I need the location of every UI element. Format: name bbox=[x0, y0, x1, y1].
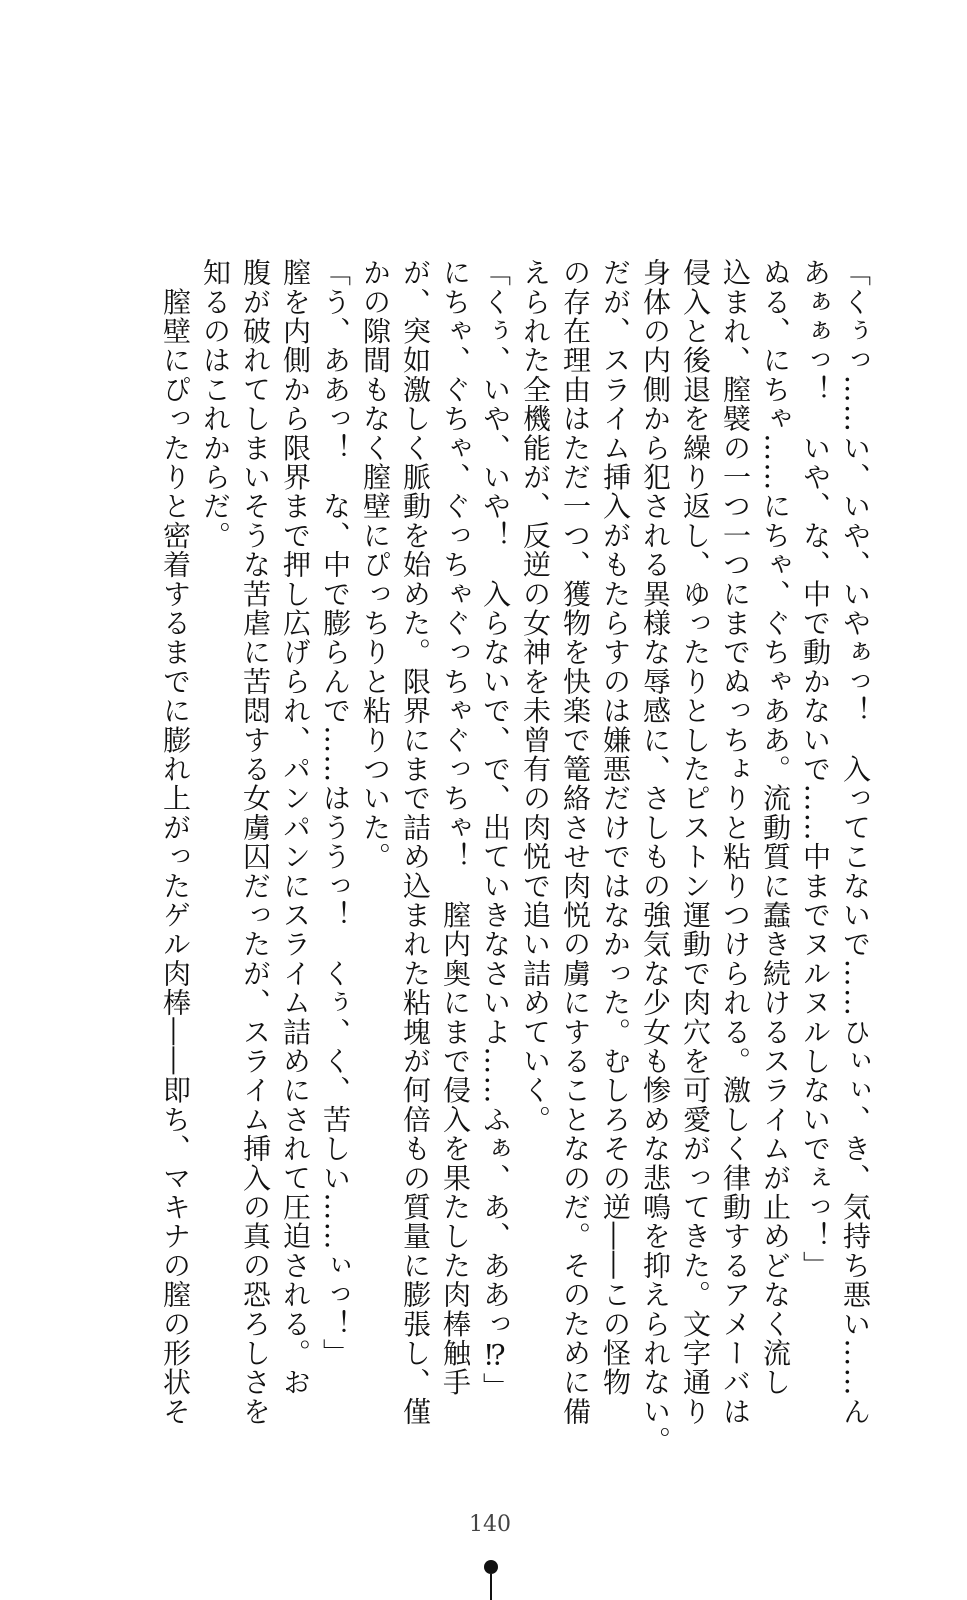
text-line-4: 込まれ、膣襞の一つ一つにまでぬっちょりと粘りつけられる。激しく律動するアメーバは bbox=[719, 258, 752, 1426]
text-line-16: 腹が破れてしまいそうな苦虐に苦悶する女虜囚だったが、スライム挿入の真の恐ろしさを bbox=[239, 258, 272, 1426]
text-line-6: 身体の内側から犯される異様な辱感に、さしもの強気な少女も惨めな悲鳴を抑えられない。 bbox=[639, 258, 672, 1456]
page-marker-dot bbox=[484, 1560, 498, 1574]
text-line-1: 「くぅっ……い、いや、いやぁっ！ 入ってこないで……ひぃぃ、き、気持ち悪い……ん bbox=[839, 258, 872, 1426]
text-line-7: だが、スライム挿入がもたらすのは嫌悪だけではなかった。むしろその逆――この怪物 bbox=[599, 258, 632, 1397]
text-line-14: 「う、ああっ！ な、中で膨らんで……はううっ！ くぅ、く、苦しい……ぃっ！」 bbox=[319, 258, 352, 1368]
page-number: 140 bbox=[469, 1512, 511, 1537]
page-marker-stem bbox=[490, 1574, 492, 1600]
text-line-15: 膣を内側から限界まで押し広げられ、パンパンにスライム詰めにされて圧迫される。お bbox=[279, 258, 312, 1397]
text-line-9: えられた全機能が、反逆の女神を未曾有の肉悦で追い詰めていく。 bbox=[519, 258, 552, 1134]
vertical-text-body bbox=[159, 258, 875, 1456]
text-line-12: が、突如激しく脈動を始めた。限界にまで詰め込まれた粘塊が何倍もの質量に膨張し、僅 bbox=[399, 258, 432, 1426]
text-line-5: 侵入と後退を繰り返し、ゆったりとしたピストン運動で肉穴を可愛がってきた。文字通り bbox=[679, 258, 712, 1426]
text-line-2: あぁぁっ！ いや、な、中で動かないで……中までヌルヌルしないでぇっ！」 bbox=[799, 258, 832, 1280]
text-line-3: ぬる、にちゃ……にちゃ、ぐちゃああ。流動質に蠢き続けるスライムが止めどなく流し bbox=[759, 258, 792, 1397]
text-line-11: にちゃ、ぐちゃ、ぐっちゃぐっちゃぐっちゃ！ 膣内奥にまで侵入を果たした肉棒触手 bbox=[439, 258, 472, 1397]
text-line-17: 知るのはこれからだ。 bbox=[199, 258, 232, 550]
text-line-8: の存在理由はただ一つ、獲物を快楽で篭絡させ肉悦の虜にすることなのだ。そのために備 bbox=[559, 258, 592, 1426]
text-line-18: 膣壁にぴったりと密着するまでに膨れ上がったゲル肉棒――即ち、マキナの膣の形状そ bbox=[159, 258, 192, 1426]
text-line-13: かの隙間もなく膣壁にぴっちりと粘りついた。 bbox=[359, 258, 392, 872]
text-line-10: 「くぅ、いや、いや！ 入らないで、で、出ていきなさいよ……ふぁ、あ、ああっ⁉」 bbox=[479, 258, 512, 1402]
